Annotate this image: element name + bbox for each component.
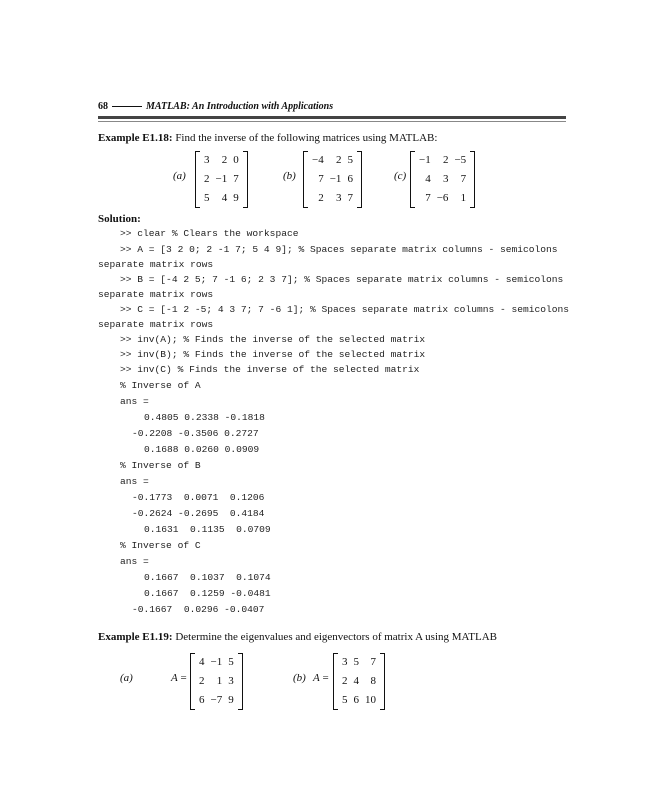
code-line: >> inv(C) % Finds the inverse of the selected matrix [120, 364, 420, 375]
output-row: 0.1667 0.1259 -0.0481 [144, 588, 271, 599]
code-line: >> clear % Clears the workspace [120, 228, 299, 239]
output-row: -0.2624 -0.2695 0.4184 [132, 508, 265, 519]
output-row: 0.1667 0.1037 0.1074 [144, 572, 271, 583]
output-row: -0.1773 0.0071 0.1206 [132, 492, 265, 503]
output-row: -0.2208 -0.3506 0.2727 [132, 428, 259, 439]
eigen-matrix-b: 3 5 7 2 4 8 5 6 10 [333, 653, 385, 710]
book-title: MATLAB: An Introduction with Applications [146, 101, 334, 112]
code-line: separate matrix rows [98, 259, 214, 270]
code-ans: ans = [120, 556, 149, 567]
page-header [98, 101, 333, 112]
code-comment: % Inverse of C [120, 540, 201, 551]
output-row: -0.1667 0.0296 -0.0407 [132, 604, 265, 615]
code-comment: % Inverse of A [120, 380, 201, 391]
matrix-a: 3 2 0 2 −1 7 5 4 9 [195, 151, 248, 208]
example-e1-19-title: Example E1.19: Determine the eigenvalues and eigenvectors of matrix A using MATLAB [98, 631, 497, 643]
matrix-a-label: (a) [173, 170, 186, 182]
output-row: 0.1631 0.1135 0.0709 [144, 524, 271, 535]
header-rule [98, 116, 566, 119]
code-line: >> inv(B); % Finds the inverse of the selected matrix [120, 349, 426, 360]
code-ans: ans = [120, 396, 149, 407]
code-line: separate matrix rows [98, 319, 214, 330]
code-line: >> C = [-1 2 -5; 4 3 7; 7 -6 1]; % Spaces separate matrix columns - semicolons [120, 304, 570, 315]
code-line: >> A = [3 2 0; 2 -1 7; 5 4 9]; % Spaces separate matrix columns - semicolons [120, 244, 558, 255]
eigen-b-label: (b) [293, 672, 306, 684]
output-row: 0.1688 0.0260 0.0909 [144, 444, 260, 455]
eigen-a-label: (a) [120, 672, 133, 684]
eigen-matrix-a: 4 −1 5 2 1 3 6 −7 9 [190, 653, 243, 710]
example-e1-18-title: Example E1.18: Find the inverse of the following matrices using MATLAB: [98, 132, 438, 144]
header-dash [112, 106, 142, 107]
code-line: >> B = [-4 2 5; 7 -1 6; 2 3 7]; % Spaces separate matrix columns - semicolons [120, 274, 564, 285]
solution-heading: Solution: [98, 213, 141, 225]
eigen-b-eq: A = [313, 672, 329, 684]
matrix-c: −1 2 −5 4 3 7 7 −6 1 [410, 151, 475, 208]
matrix-b: −4 2 5 7 −1 6 2 3 7 [303, 151, 362, 208]
code-comment: % Inverse of B [120, 460, 201, 471]
output-row: 0.4805 0.2338 -0.1818 [144, 412, 265, 423]
code-ans: ans = [120, 476, 149, 487]
code-line: separate matrix rows [98, 289, 214, 300]
header-rule-thin [98, 121, 566, 122]
matrix-c-label: (c) [394, 170, 407, 182]
code-line: >> inv(A); % Finds the inverse of the selected matrix [120, 334, 426, 345]
eigen-a-eq: A = [171, 672, 187, 684]
matrix-b-label: (b) [283, 170, 296, 182]
page-number: 68 [98, 101, 108, 112]
